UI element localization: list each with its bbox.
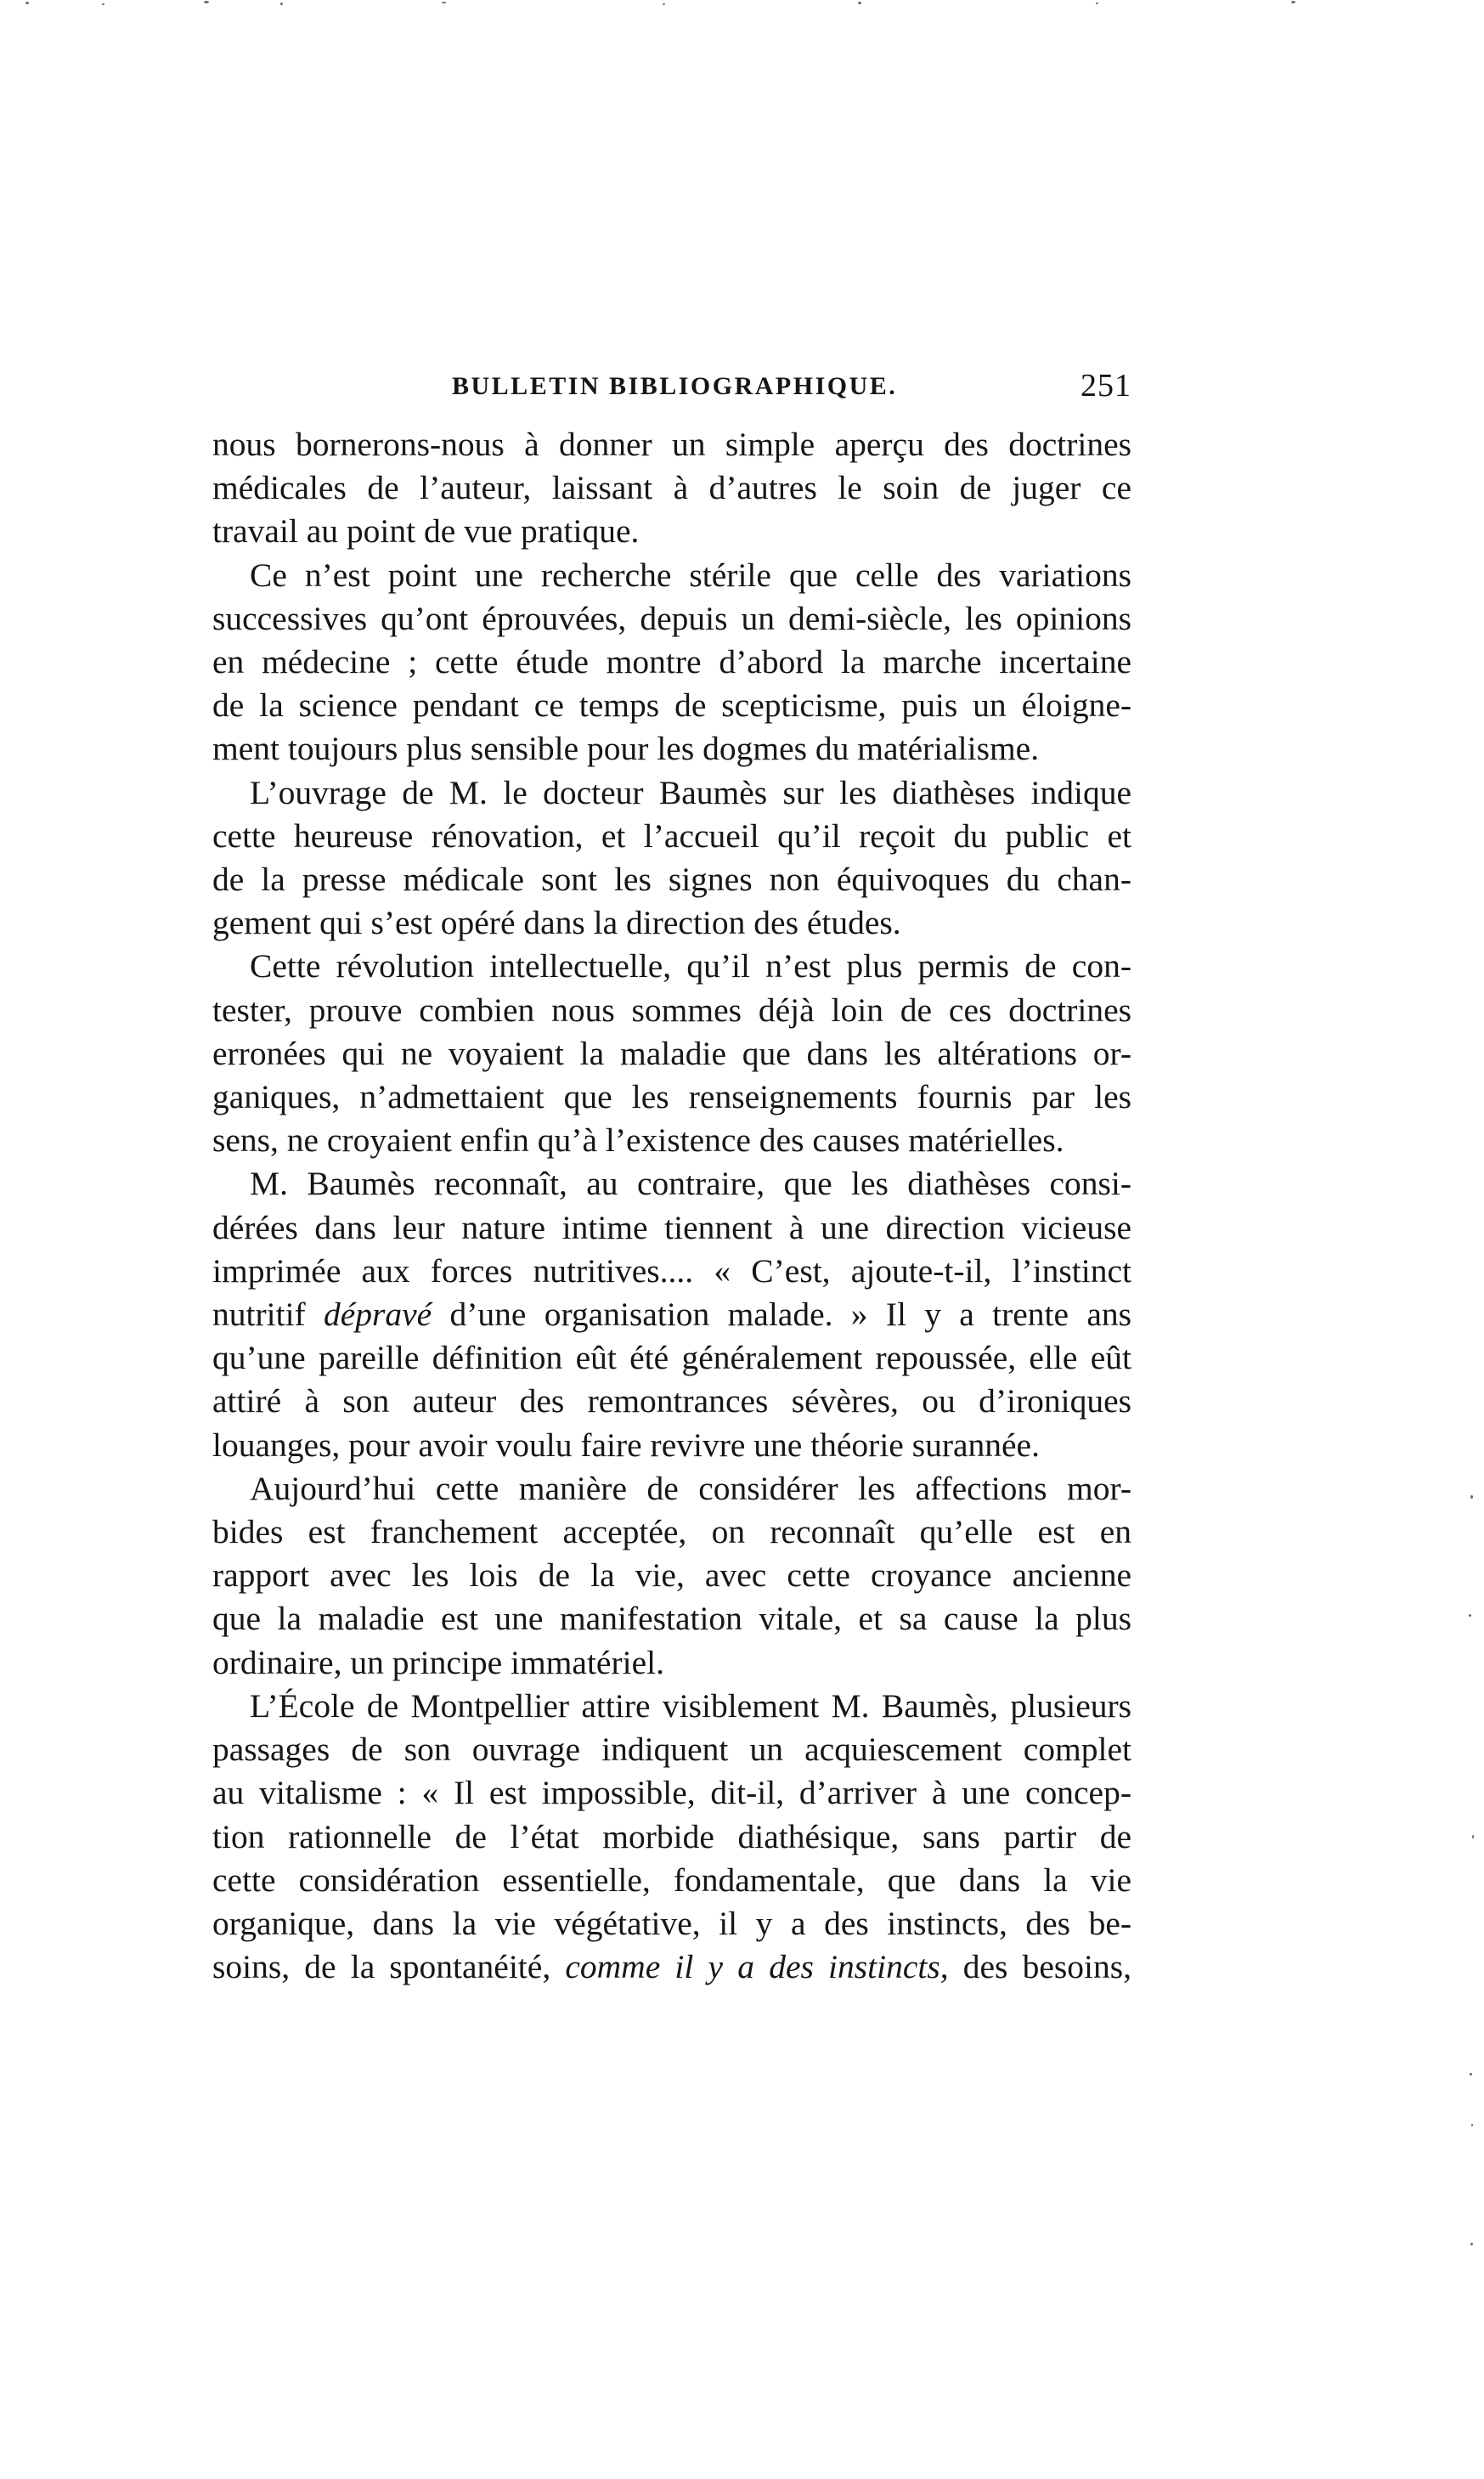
text-line: attiré à son auteur des remontrances sévères, ou d’ironiques — [212, 1382, 1131, 1420]
text-line: au vitalisme : « Il est impossible, dit-il, d’arriver à une concep- — [212, 1774, 1131, 1812]
text-line: L’ouvrage de M. le docteur Baumès sur les diathèses indique — [250, 773, 1131, 811]
running-title: BULLETIN BIBLIOGRAPHIQUE. — [452, 372, 898, 400]
text-line: travail au point de vue pratique. — [212, 512, 640, 551]
text-line — [212, 1293, 1131, 1336]
text-line: bides est franchement acceptée, on reconnaît qu’elle est en — [212, 1513, 1131, 1551]
text-line: en médecine ; cette étude montre d’abord la marche incertaine — [212, 643, 1131, 681]
text-line: Ce n’est point une recherche stérile que celle des variations — [250, 556, 1131, 594]
page-number: 251 — [1081, 368, 1131, 404]
text-run: d’une organisation malade. » Il y a trente ans — [432, 1296, 1131, 1334]
text-line: organique, dans la vie végétative, il y a des instincts, des be- — [212, 1904, 1131, 1942]
text-line: successives qu’ont éprouvées, depuis un demi-siècle, les opinions — [212, 599, 1131, 637]
text-line: Aujourd’hui cette manière de considérer les affections mor- — [250, 1469, 1131, 1507]
paragraph-1 — [212, 423, 1131, 554]
text-line: erronées qui ne voyaient la maladie que dans les altérations or- — [212, 1034, 1131, 1072]
text-line: ganiques, n’admettaient que les renseignements fournis par les — [212, 1078, 1131, 1116]
paragraph-2 — [212, 554, 1131, 771]
text-line: L’École de Montpellier attire visiblement M. Baumès, plusieurs — [250, 1686, 1131, 1725]
text-line: tion rationnelle de l’état morbide diathésique, sans partir de — [212, 1817, 1131, 1855]
text-line: tester, prouve combien nous sommes déjà loin de ces doctrines — [212, 991, 1131, 1029]
text-line: cette heureuse rénovation, et l’accueil qu’il reçoit du public et — [212, 816, 1131, 855]
text-line: de la science pendant ce temps de scepticisme, puis un éloigne- — [212, 686, 1131, 725]
paragraph-5 — [212, 1162, 1131, 1466]
text-line: rapport avec les lois de la vie, avec cette croyance ancienne — [212, 1556, 1131, 1595]
text-line: Cette révolution intellectuelle, qu’il n’est plus permis de con- — [250, 947, 1131, 985]
text-line: ordinaire, un principe immatériel. — [212, 1643, 664, 1681]
text-line: de la presse médicale sont les signes non équivoques du chan- — [212, 861, 1131, 899]
text-line: gement qui s’est opéré dans la direction des études. — [212, 904, 901, 942]
text-line: médicales de l’auteur, laissant à d’autres le soin de juger ce — [212, 469, 1131, 507]
text-line: imprimée aux forces nutritives.... « C’est, ajoute-t-il, l’instinct — [212, 1251, 1131, 1290]
text-run: nutritif — [212, 1296, 324, 1334]
page-edge-specks-right — [1467, 1478, 1479, 2328]
text-line: sens, ne croyaient enfin qu’à l’existence des causes matérielles. — [212, 1121, 1064, 1160]
paragraph-4 — [212, 945, 1131, 1162]
running-head — [212, 368, 1131, 423]
text-line: nous bornerons-nous à donner un simple aperçu des doctrines — [212, 426, 1131, 463]
book-page — [212, 368, 1131, 1989]
body-text — [212, 423, 1131, 1989]
text-line: M. Baumès reconnaît, au contraire, que les diathèses consi- — [250, 1165, 1131, 1203]
paragraph-6 — [212, 1467, 1131, 1685]
text-line: que la maladie est une manifestation vitale, et sa cause la plus — [212, 1600, 1131, 1638]
text-line: qu’une pareille définition eût été généralement repoussée, elle eût — [212, 1339, 1131, 1377]
text-line: ment toujours plus sensible pour les dogmes du matérialisme. — [212, 730, 1040, 768]
paragraph-3 — [212, 771, 1131, 946]
text-line: louanges, pour avoir voulu faire revivre une théorie surannée. — [212, 1426, 1040, 1464]
text-run: soins, de la spontanéité, — [212, 1948, 566, 1986]
text-line: passages de son ouvrage indiquent un acquiescement complet — [212, 1731, 1131, 1769]
page-edge-specks-top — [0, 0, 1484, 12]
italic-phrase: comme il y a des instincts, — [565, 1948, 949, 1986]
text-line — [212, 1945, 1131, 1989]
text-line: cette considération essentielle, fondamentale, que dans la vie — [212, 1861, 1131, 1899]
text-line: dérées dans leur nature intime tiennent à une direction vicieuse — [212, 1208, 1131, 1246]
italic-word: dépravé — [324, 1296, 432, 1334]
text-run: des besoins, — [948, 1948, 1131, 1986]
paragraph-7 — [212, 1685, 1131, 1989]
